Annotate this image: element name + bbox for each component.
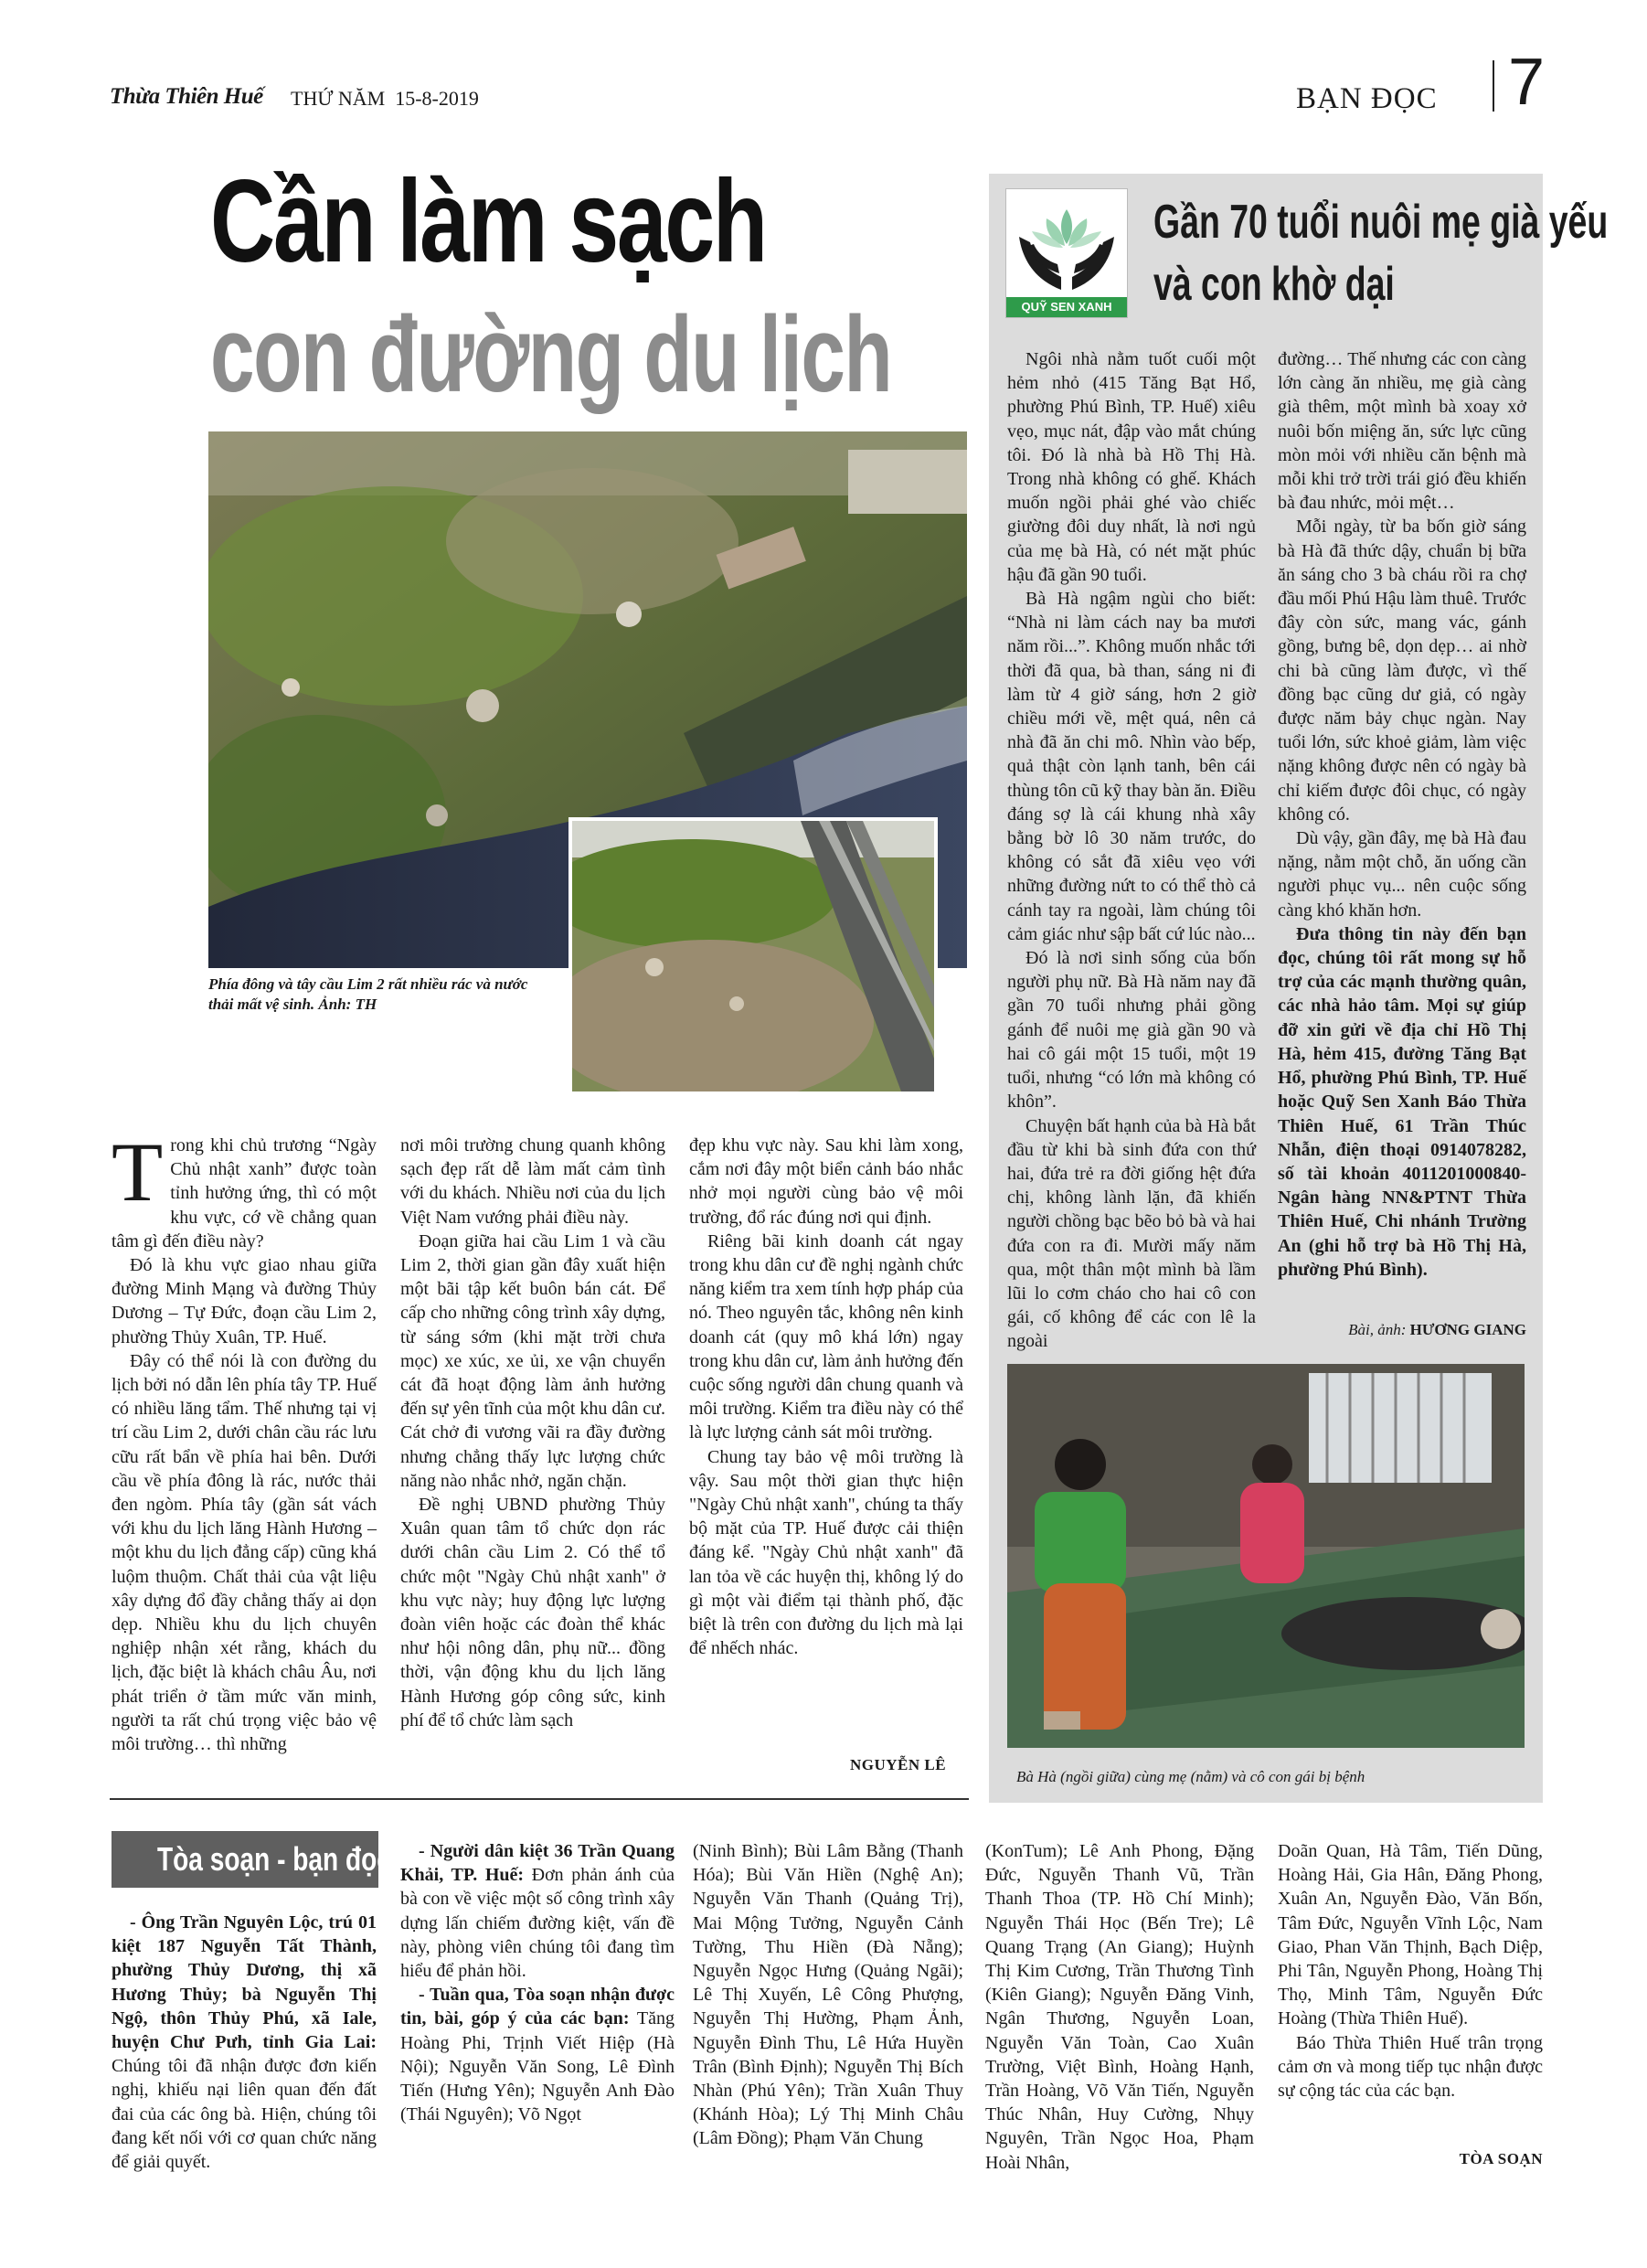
drop-cap: T (112, 1125, 164, 1219)
masthead-paper-name: Thừa Thiên Huế (110, 84, 263, 109)
section-name: BẠN ĐỌC (1296, 82, 1438, 115)
letters-col4: (KonTum); Lê Anh Phong, Đặng Đức, Nguyễn Thanh Vũ, Trần Thanh Thoa (TP. Hồ Chí Minh); Nguyễn Thái Học (Bến Tre); Lê Quang Trạng (An Giang); Huỳnh Thị Kim Cương, Trần Thương Tình (Kiên Giang); Nguyễn Đăng Vinh, Ngân Thương, Nguyễn Loan, Nguyễn Văn Toàn, Cao Xuân Trường, Việt Bình, Hoàng Hạnh, Trần Hoàng, Võ Văn Tiến, Nguyễn Thúc Nhân, Huy Cường, Nhụy Nguyên, Trần Ngọc Hoa, Phạm Hoài Nhân, (985, 1841, 1254, 2173)
donation-appeal: Đưa thông tin này đến bạn đọc, chúng tôi rất mong sự hỗ trợ của các mạnh thường quân, các nhà hảo tâm. Mọi sự giúp đỡ xin gửi về địa chỉ Hồ Thị Hà, hẻm 415, đường Tăng Bạt Hổ, phường Phú Bình, TP. Huế hoặc Quỹ Sen Xanh Báo Thừa Thiên Huế, 61 Trần Thúc Nhẫn, điện thoại 0914078282, số tài khoản 4011201000840- Ngân hàng NN&PTNT Thừa Thiên Huế, Chi nhánh Trường An (ghi hỗ trợ bà Hồ Thị Hà, phường Phú Bình). (1278, 923, 1526, 1280)
masthead-date: THỨ NĂM 15-8-2019 (291, 87, 479, 110)
trash-west-side-photo (568, 817, 938, 1095)
sidebar-credit: Bài, ảnh: HƯƠNG GIANG (1348, 1321, 1526, 1338)
family-photo-caption: Bà Hà (ngồi giữa) cùng mẹ (nằm) và cô con gái bị bệnh (1016, 1768, 1365, 1785)
family-photo (1007, 1364, 1525, 1748)
letters-col5: Doãn Quan, Hà Tâm, Tiến Dũng, Hoàng Hải, Gia Hân, Đăng Phong, Xuân An, Nguyễn Đào, Văn Bốn, Tâm Đức, Nguyễn Vĩnh Lộc, Nam Giao, Phan Văn Thịnh, Bạch Diệp, Phi Tân, Nguyễn Phong, Hoàng Thị Thọ, Minh Tâm, Nguyễn Đức Hoàng (Thừa Thiên Huế). Báo Thừa Thiên Huế trân trọng cảm ơn và mong tiếp tục nhận được sự cộng tác của các bạn. (1278, 1841, 1543, 2102)
main-article-col3: đẹp khu vực này. Sau khi làm xong, cắm nơi đây một biển cảnh báo nhắc nhở mọi người cùng bảo vệ môi trường, đổ rác đúng nơi qui định. Riêng bãi kinh doanh cát ngay trong khu dân cư đề nghị ngành chức năng kiểm tra xem tính hợp pháp của nó. Theo nguyên tắc, không nên kinh doanh cát (quy mô khá lớn) ngay trong khu dân cư, làm ảnh hưởng đến cuộc sống người dân chung quanh và môi trường. Kiểm tra điều này có thể là lực lượng cảnh sát môi trường. Chung tay bảo vệ môi trường là vậy. Sau một thời gian thực hiện "Ngày Chủ nhật xanh", chúng ta thấy bộ mặt của TP. Huế được cải thiện đáng kể. "Ngày Chủ nhật xanh" đã lan tỏa về các huyện thị, không lý do gì một vài điểm tại thành phố, đặc biệt là trên con đường du lịch mà lại để nhếch nhác. (689, 1135, 963, 1659)
sidebar-title-line1: Gần 70 tuổi nuôi mẹ già yếu (1153, 196, 1609, 249)
letters-col3: (Ninh Bình); Bùi Lâm Bằng (Thanh Hóa); Bùi Văn Hiền (Nghệ An); Nguyễn Văn Thanh (Quảng Trị), Mai Mộng Tưởng, Nguyễn Cảnh Tường, Thu Hiền (Đà Nẵng); Nguyễn Ngọc Hưng (Quảng Ngãi); Lê Thị Xuyến, Lê Công Phượng, Nguyễn Thị Hường, Phạm Ảnh, Nguyễn Đình Thu, Lê Hứa Huyền Trân (Bình Định); Nguyễn Thị Bích Nhàn (Phú Yên); Trần Xuân Thuy (Khánh Hòa); Lý Thị Minh Châu (Lâm Đồng); Phạm Văn Chung (693, 1841, 963, 2149)
letters-col1: - Ông Trần Nguyên Lộc, trú 01 kiệt 187 Nguyễn Tất Thành, phường Thủy Dương, thị xã Hương Thủy; bà Nguyễn Thị Ngộ, thôn Thủy Phú, xã Iale, huyện Chư Pưh, tỉnh Gia Lai: Chúng tôi đã nhận được đơn kiến nghị, khiếu nại liên quan đến đất đai của các ông bà. Hiện, chúng tôi đang kết nối với cơ quan chức năng để giải quyết. (112, 1912, 377, 2173)
letters-signature: TÒA SOẠN (1459, 2150, 1543, 2167)
header-divider (1493, 60, 1494, 112)
main-article-col1: Trong khi chủ trương “Ngày Chủ nhật xanh” được toàn tỉnh hưởng ứng, thì có một khu vực, cớ về chẳng quan tâm gì đến điều này? Đó là khu vực giao nhau giữa đường Minh Mạng và đường Thủy Dương – Tự Đức, đoạn cầu Lim 2, phường Thủy Xuân, TP. Huế. Đây có thể nói là con đường du lịch bởi nó dẫn lên phía tây TP. Huế có nhiều lăng tẩm. Thế nhưng tại vị trí cầu Lim 2, dưới chân cầu rác lưu cữu rất bẩn về phía hai bên. Dưới cầu về phía đông là rác, nước thải đen ngòm. Phía tây (gần sát vách với khu du lịch lăng Hành Hương – một khu du lịch đẳng cấp) cũng khá luộm thuộm. Chất thải của vật liệu xây dựng đổ đầy chẳng thấy ai dọn dẹp. Nhiều khu du lịch chuyên nghiệp nhận xét rằng, khách du lịch, đặc biệt là khách châu Âu, nơi phát triển ở tầm mức văn minh, người ta rất chú trọng việc bảo vệ môi trường… thì những (112, 1125, 377, 1755)
quy-sen-xanh-logo (1005, 188, 1128, 318)
letters-col2: - Người dân kiệt 36 Trần Quang Khải, TP. Huế: Đơn phản ánh của bà con về việc một số công trình xây dựng lấn chiếm đường kiệt, vấn đề này, phòng viên chúng tôi đang tìm hiểu để phản hồi. - Tuần qua, Tòa soạn nhận được tin, bài, góp ý của các bạn: Tăng Hoàng Phi, Trịnh Viết Hiệp (Hà Nội); Nguyễn Văn Song, Lê Đình Tiến (Hưng Yên); Nguyễn Anh Đào (Thái Nguyên); Võ Ngọt (400, 1841, 675, 2125)
letters-heading: Tòa soạn - bạn đọc (157, 1840, 391, 1878)
main-title-line1: Cần làm sạch (210, 156, 766, 287)
letters-heading-box (112, 1831, 391, 1888)
main-title-line2: con đường du lịch (210, 294, 892, 415)
article-rule (110, 1798, 969, 1800)
sidebar-title-line2: và con khờ dại (1153, 258, 1395, 311)
main-photo-caption: Phía đông và tây cầu Lim 2 rất nhiều rác và nước thải mất vệ sinh. Ảnh: TH (208, 975, 528, 1013)
page-number: 7 (1508, 46, 1546, 119)
main-article-author: NGUYỄN LÊ (850, 1756, 947, 1773)
sidebar-col2: đường… Thế nhưng các con càng lớn càng ăn nhiều, mẹ già càng già thêm, một mình bà xoay xở nuôi bốn miệng ăn, sức lực cũng mòn mỏi với nhiều căn bệnh mà mỗi khi trở trời trái gió đều khiến bà đau nhức, mỏi mệt… Mỗi ngày, từ ba bốn giờ sáng bà Hà đã thức dậy, chuẩn bị bữa ăn sáng cho 3 bà cháu rồi ra chợ đầu mối Phú Hậu làm thuê. Trước đây còn sức, mang vác, gánh gồng, bưng bê, dọn dẹp… ai nhờ chi bà cũng làm được, vì thế đồng bạc cũng dư giả, có ngày được năm bảy chục ngàn. Nay tuổi lớn, sức khoẻ giảm, làm việc nặng không được nên có ngày bà chỉ kiếm được đôi chục, có ngày không có. Dù vậy, gần đây, mẹ bà Hà đau nặng, nằm một chỗ, ăn uống cần người phục vụ... nên cuộc sống càng khó khăn hơn. Đưa thông tin này đến bạn đọc, chúng tôi rất mong sự hỗ trợ của các mạnh thường quân, các nhà hảo tâm. Mọi sự giúp đỡ xin gửi về địa chỉ Hồ Thị Hà, hẻm 415, đường Tăng Bạt Hổ, phường Phú Bình, TP. Huế hoặc Quỹ Sen Xanh Báo Thừa Thiên Huế, 61 Trần Thúc Nhẫn, điện thoại 0914078282, số tài khoản 4011201000840- Ngân hàng NN&PTNT Thừa Thiên Huế, Chi nhánh Trường An (ghi hỗ trợ bà Hồ Thị Hà, phường Phú Bình). (1278, 347, 1526, 1282)
sidebar-col1: Ngôi nhà nằm tuốt cuối một hẻm nhỏ (415 Tăng Bạt Hổ, phường Phú Bình, TP. Huế) xiêu vẹo, mục nát, đập vào mắt chúng tôi. Đó là nhà bà Hồ Thị Hà. Trong nhà không có ghế. Khách muốn ngồi phải ghé vào chiếc giường đôi duy nhất, là nơi ngủ của mẹ bà Hà, có nét mặt phúc hậu đã gần 90 tuổi. Bà Hà ngậm ngùi cho biết: “Nhà ni làm cách nay ba mươi năm rồi...”. Không muốn nhắc tới thời đã qua, bà than, sáng ni đi làm từ 4 giờ sáng, hơn 2 giờ chiều mới về, mệt quá, nên cả nhà đã ăn chi mô. Nhìn vào bếp, quả thật còn lạnh tanh, bên cái thùng tôn cũ kỹ thay bàn ăn. Điều đáng sợ là cái khung nhà xây bằng bờ lô 30 năm trước, do không có sắt đã xiêu vẹo với những đường nứt to có thể thò cả cánh tay ra ngoài, làm chúng tôi cảm giác như sập bất cứ lúc nào... Đó là nơi sinh sống của bốn người phụ nữ. Bà Hà năm nay đã gần 70 tuổi nhưng phải gồng gánh để nuôi mẹ già gần 90 và hai cô gái một 15 tuổi, một 19 tuổi, nhưng “có lớn mà không có khôn”. Chuyện bất hạnh của bà Hà bắt đầu từ khi bà sinh đứa con thứ hai, đứa trẻ ra đời giống hệt đứa chị, không lành lặn, đã khiến người chồng bạc bẽo bỏ bà và hai đứa con ra đi. Mười mấy năm qua, một thân một mình bà lầm lũi lo cơm cháo cho hai cô con gái, cố không để các con lê la ngoài (1007, 349, 1256, 1352)
main-article-col2: nơi môi trường chung quanh không sạch đẹp rất dễ làm mất cảm tình với du khách. Nhiều nơi của du lịch Việt Nam vướng phải điều này. Đoạn giữa hai cầu Lim 1 và cầu Lim 2, thời gian gần đây xuất hiện một bãi tập kết buôn bán cát. Để cấp cho những công trình xây dựng, từ sáng sớm (khi mặt trời chưa mọc) xe xúc, xe ủi, xe vận chuyển cát đã hoạt động làm ảnh hưởng đến sự yên tĩnh của một khu dân cư. Cát chở đi vương vãi ra đầy đường nhưng chẳng thấy lực lượng chức năng nào nhắc nhở, ngăn chặn. Đề nghị UBND phường Thủy Xuân quan tâm tổ chức dọn rác dưới chân cầu Lim 2. Có thể tổ chức một "Ngày Chủ nhật xanh" ở khu vực này; huy động lực lượng đoàn viên hoặc các đoàn thể khác như hội nông dân, phụ nữ... đồng thời, vận động khu du lịch lăng Hành Hương góp công sức, kinh phí để tổ chức làm sạch (400, 1135, 665, 1730)
logo-label: QUỸ SEN XANH (1006, 297, 1127, 317)
